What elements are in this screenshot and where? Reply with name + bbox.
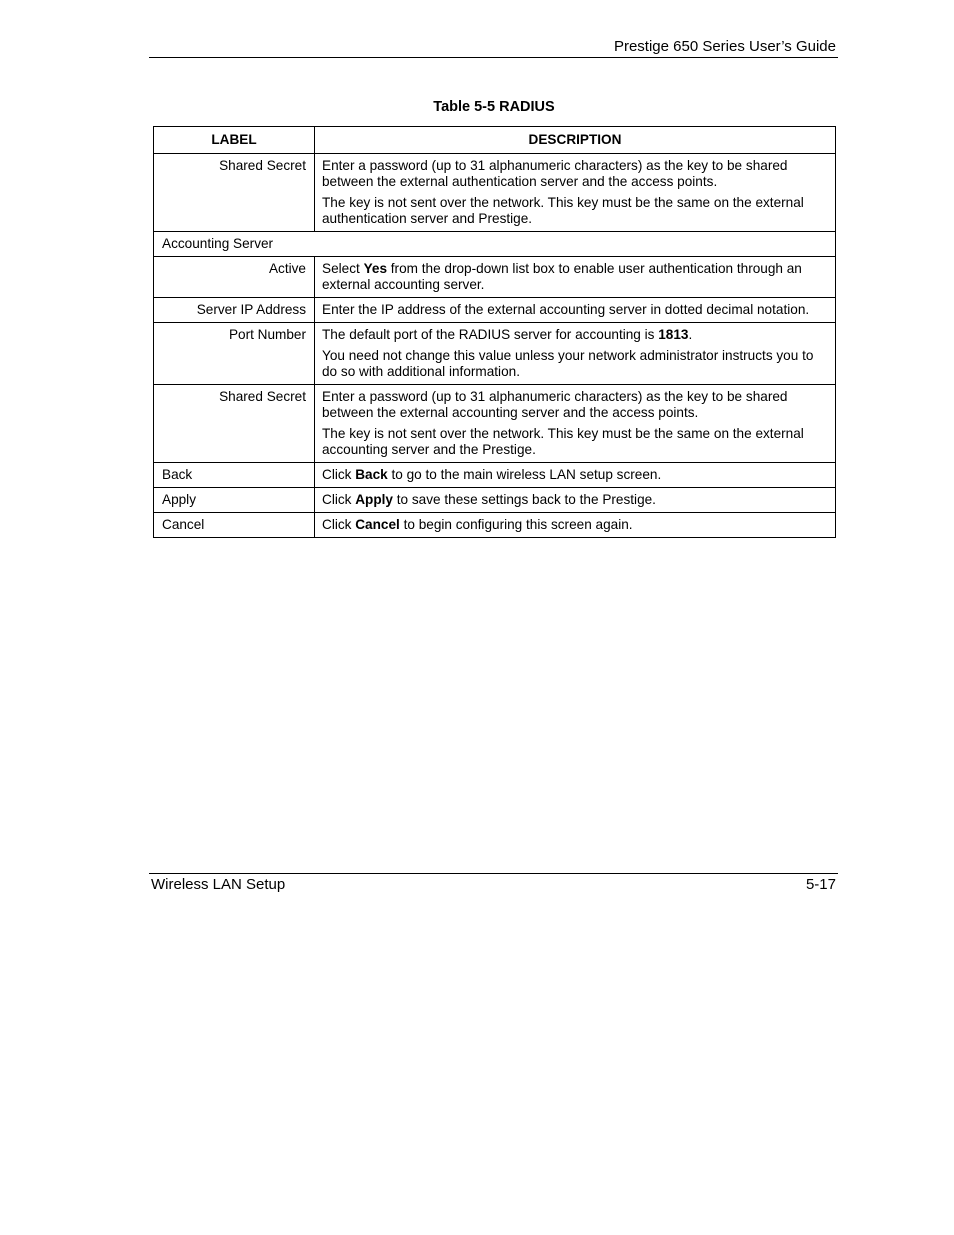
table-row — [154, 154, 836, 232]
text-run: to begin configuring this screen again. — [399, 517, 633, 532]
description-paragraph: The key is not sent over the network. This key must be the same on the external accounting server and the Prestige. — [322, 426, 804, 457]
row-label: Server IP Address — [154, 298, 315, 323]
bold-term: Yes — [363, 261, 387, 276]
table-row — [154, 385, 836, 463]
description-paragraph — [322, 517, 828, 533]
bold-term: 1813 — [658, 327, 689, 342]
table-row — [154, 298, 836, 323]
row-label: Cancel — [154, 513, 315, 538]
description-paragraph — [322, 327, 828, 343]
row-description — [315, 385, 836, 463]
row-description — [315, 257, 836, 298]
page-number: 5-17 — [805, 876, 836, 893]
text-run: The default port of the RADIUS server for accounting is — [322, 327, 659, 342]
table-title: Table 5-5 RADIUS — [433, 99, 555, 115]
row-description — [315, 154, 836, 232]
row-description — [315, 463, 836, 488]
chapter-title: Wireless LAN Setup — [151, 876, 286, 893]
text-run: Click — [322, 492, 356, 507]
description-paragraph: Enter the IP address of the external accounting server in dotted decimal notation. — [322, 302, 810, 317]
table-row — [154, 513, 836, 538]
description-paragraph — [322, 467, 828, 483]
text-run: . — [688, 327, 693, 342]
row-description — [315, 298, 836, 323]
text-run: Select — [322, 261, 364, 276]
table-header-row — [154, 127, 836, 154]
guide-title: Prestige 650 Series User’s Guide — [613, 38, 836, 55]
bold-term: Cancel — [355, 517, 400, 532]
column-header-label: LABEL — [154, 127, 315, 154]
table-section-row — [154, 232, 836, 257]
row-description — [315, 513, 836, 538]
row-label: Shared Secret — [154, 385, 315, 463]
table-row — [154, 488, 836, 513]
row-description — [315, 323, 836, 385]
description-paragraph: The key is not sent over the network. This key must be the same on the external authentication server and Prestige. — [322, 195, 804, 226]
row-label: Active — [154, 257, 315, 298]
text-run: to go to the main wireless LAN setup screen. — [387, 467, 662, 482]
description-paragraph: Enter a password (up to 31 alphanumeric characters) as the key to be shared between the external accounting server and the access points. — [322, 389, 788, 420]
text-run: Click — [322, 517, 356, 532]
description-paragraph: You need not change this value unless your network administrator instructs you to do so with additional information. — [322, 348, 814, 379]
page-header — [149, 37, 838, 58]
section-label: Accounting Server — [154, 232, 836, 257]
table-row — [154, 257, 836, 298]
table-row — [154, 463, 836, 488]
column-header-description: DESCRIPTION — [315, 127, 836, 154]
page-footer — [149, 873, 838, 893]
description-paragraph — [322, 492, 828, 508]
text-run: Click — [322, 467, 356, 482]
text-run: to save these settings back to the Prestige. — [393, 492, 656, 507]
row-label: Shared Secret — [154, 154, 315, 232]
text-run: from the drop-down list box to enable user authentication through an external accounting server. — [322, 261, 802, 292]
description-paragraph — [322, 261, 828, 293]
radius-table — [153, 126, 836, 538]
row-label: Apply — [154, 488, 315, 513]
description-paragraph: Enter a password (up to 31 alphanumeric characters) as the key to be shared between the external authentication server and the access points. — [322, 158, 788, 189]
row-label: Back — [154, 463, 315, 488]
table-row — [154, 323, 836, 385]
bold-term: Back — [355, 467, 388, 482]
row-label: Port Number — [154, 323, 315, 385]
row-description — [315, 488, 836, 513]
bold-term: Apply — [355, 492, 393, 507]
